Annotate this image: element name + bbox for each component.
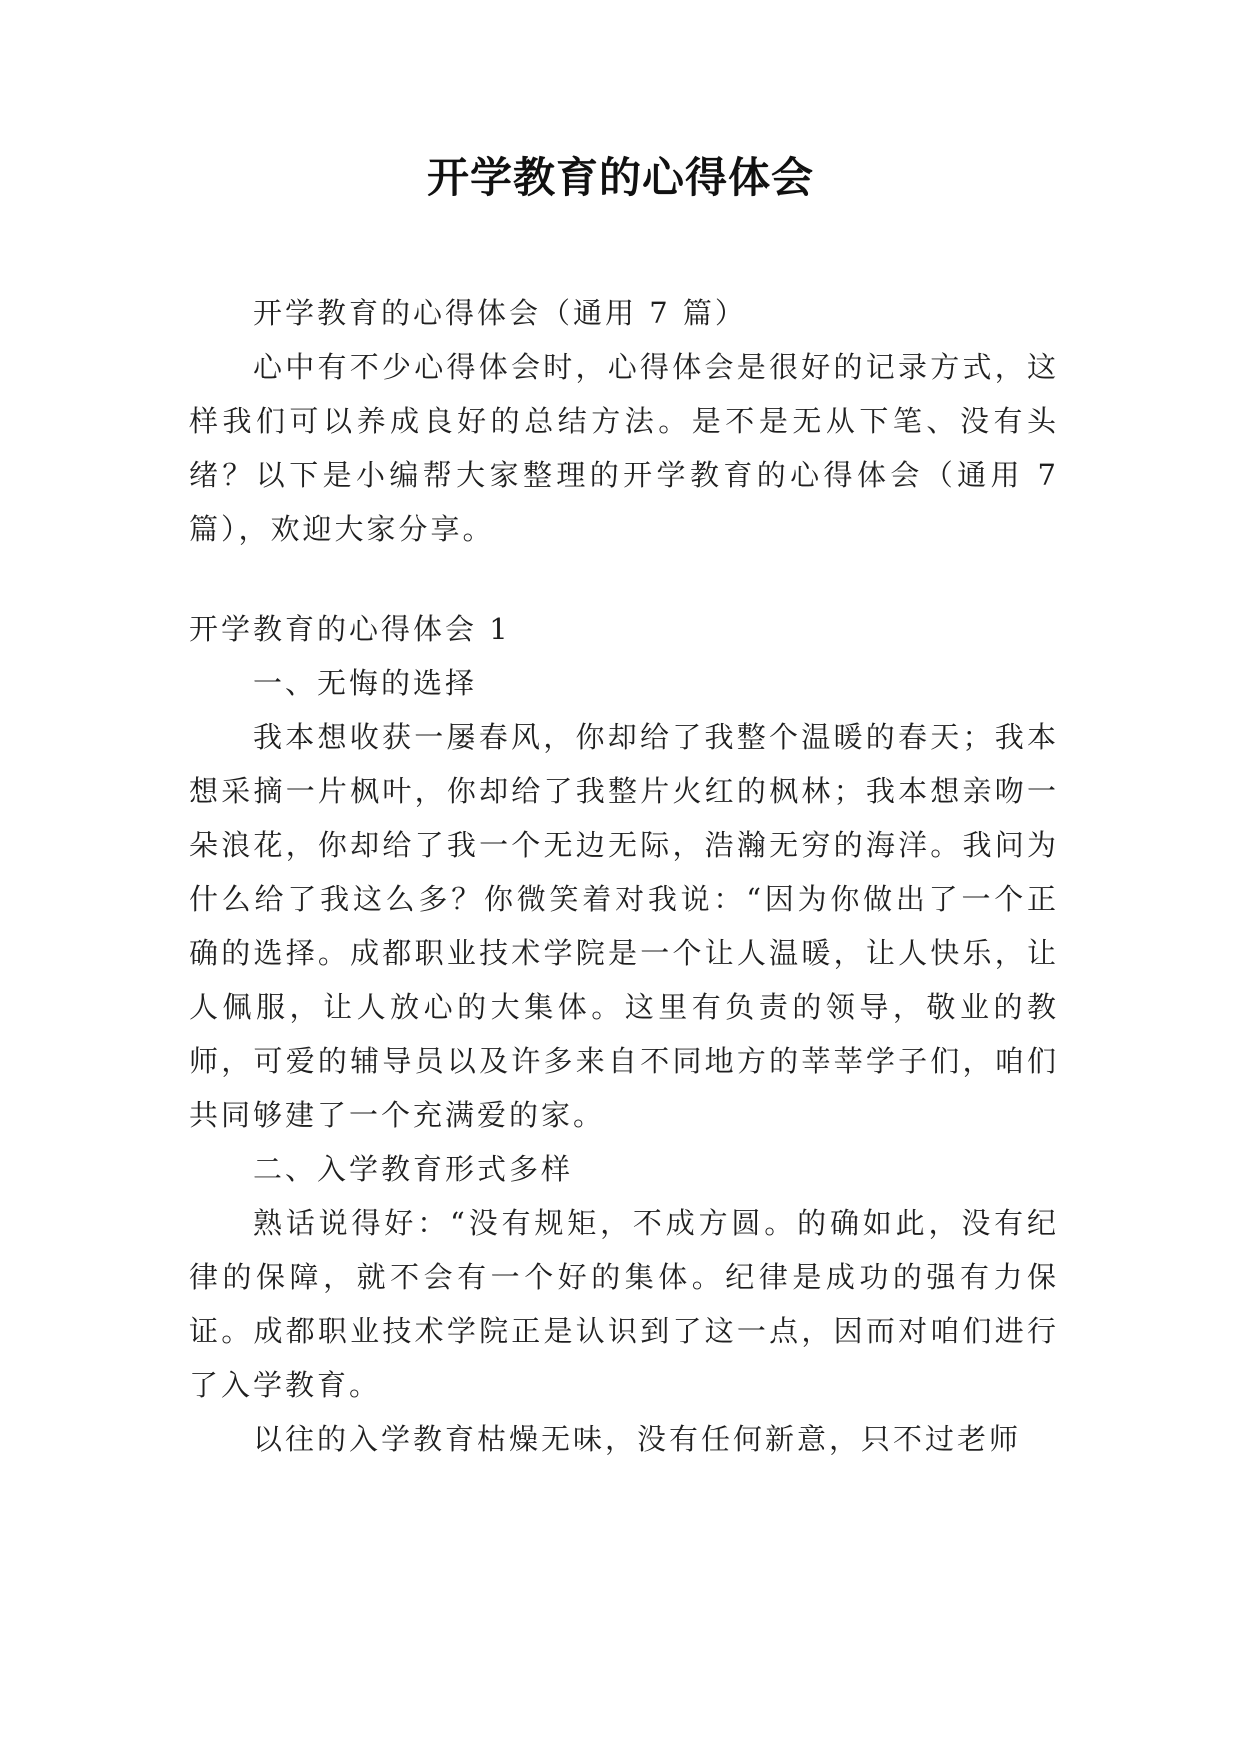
intro-paragraph: 心中有不少心得体会时，心得体会是很好的记录方式，这样我们可以养成良好的总结方法。是不是无从下笔、没有头绪？以下是小编帮大家整理的开学教育的心得体会（通用 7 篇），欢迎大家分享。 bbox=[189, 350, 1059, 546]
body-paragraph: 我本想收获一屡春风，你却给了我整个温暖的春天；我本想采摘一片枫叶，你却给了我整片火红的枫林；我本想亲吻一朵浪花，你却给了我一个无边无际，浩瀚无穷的海洋。我问为什么给了我这么多？你微笑着对我说：“因为你做出了一个正确的选择。成都职业技术学院是一个让人温暖，让人快乐，让人佩服，让人放心的大集体。这里有负责的领导，敬业的教师，可爱的辅导员以及许多来自不同地方的莘莘学子们，咱们共同够建了一个充满爱的家。 bbox=[189, 720, 1059, 1132]
subheading-2: 二、入学教育形式多样 bbox=[253, 1152, 574, 1186]
document-body bbox=[189, 286, 1059, 1466]
body-paragraph: 熟话说得好：“没有规矩，不成方圆。的确如此，没有纪律的保障，就不会有一个好的集体。纪律是成功的强有力保证。成都职业技术学院正是认识到了这一点，因而对咱们进行了入学教育。 bbox=[189, 1206, 1059, 1402]
section-heading: 开学教育的心得体会 1 bbox=[189, 612, 511, 646]
subheading-1: 一、无悔的选择 bbox=[253, 666, 478, 700]
document-title: 开学教育的心得体会 bbox=[426, 153, 814, 202]
body-paragraph: 以往的入学教育枯燥无味，没有任何新意，只不过老师 bbox=[253, 1422, 1022, 1456]
subtitle-paragraph: 开学教育的心得体会（通用 7 篇） bbox=[253, 296, 747, 330]
